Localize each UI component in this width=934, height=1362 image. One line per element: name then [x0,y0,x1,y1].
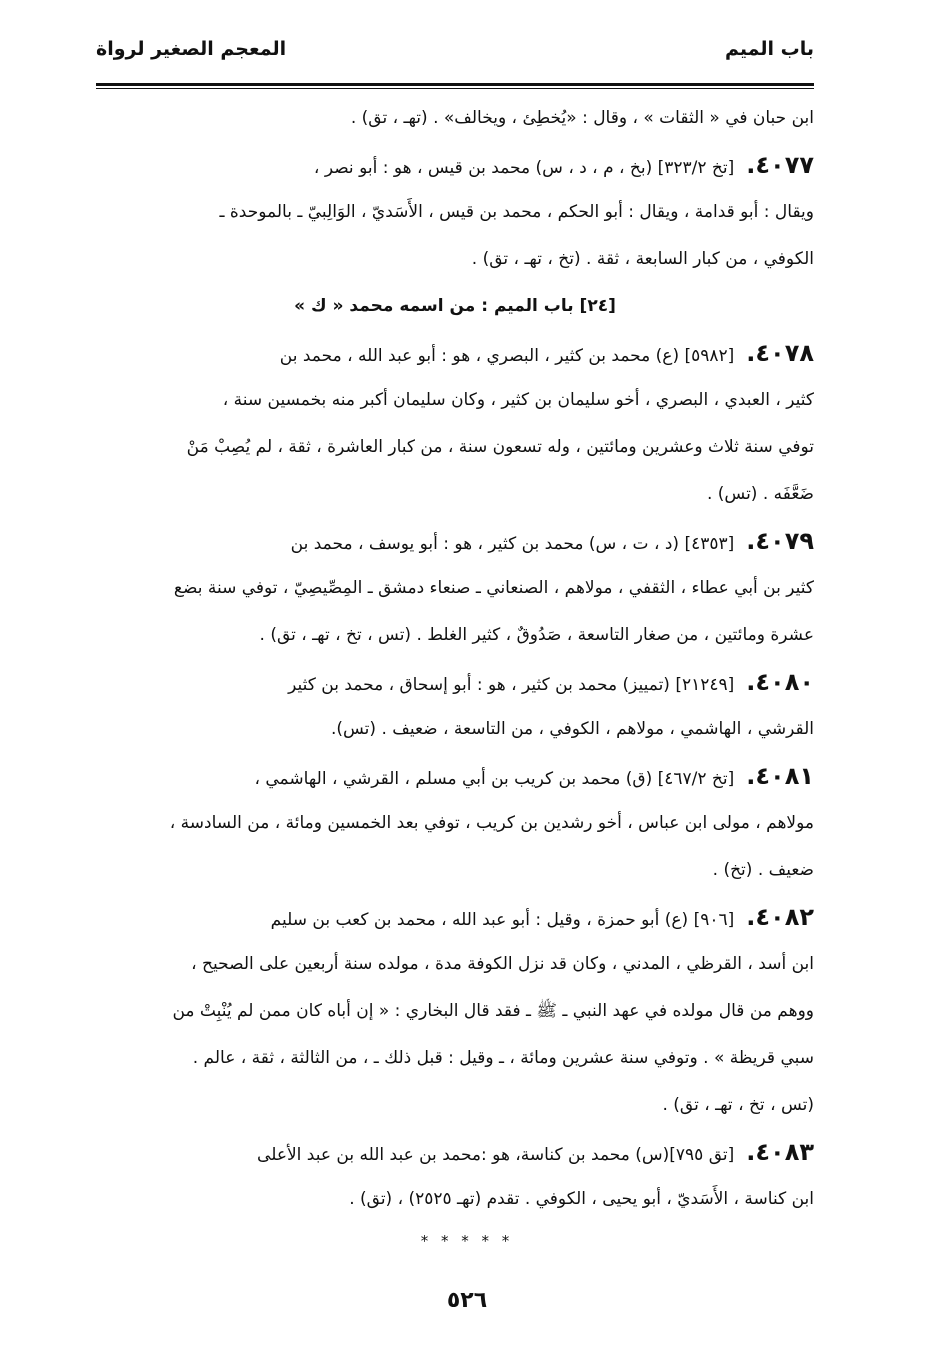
entry-line: مولاهم ، مولى ابن عباس ، أخو رشدين بن كريب ، توفي بعد الخمسين ومائة ، من السادسة ، [169,813,814,833]
entry-line: ضعيف . (تخ) . [712,860,814,880]
entry-4082 [96,894,814,1129]
chapter-title: باب الميم [724,38,814,60]
entry-line: ابن أسد ، القرظي ، المدني ، وكان قد نزل الكوفة مدة ، مولده سنة أربعين على الصحيح ، [191,954,814,974]
entry-line: القرشي ، الهاشمي ، مولاهم ، الكوفي ، من التاسعة ، ضعيف . (تس). [330,719,814,739]
entry-line: ٤٠٧٩.[٤٣٥٣] (د ، ت ، س) محمد بن كثير ، هو : أبو يوسف ، محمد بن [290,527,814,555]
entry-4077 [96,142,814,283]
page-number: ٥٢٦ [446,1288,488,1313]
section-title: [٢٤] باب الميم : من اسمه محمد « ك » [294,296,616,316]
entry-line: ٤٠٨٢.[٩٠٦] (ع) أبو حمزة ، وقيل : أبو عبد الله ، محمد بن كعب بن سليم [270,903,814,931]
entry-line: الكوفي ، من كبار السابعة ، ثقة . (تخ ، تهـ ، تق) . [471,249,814,269]
header-rule-thin [96,88,814,89]
entry-line: كثير ، العبدي ، البصري ، أخو سليمان بن كثير ، وكان سليمان أكبر منه بخمسين سنة ، [222,390,814,410]
page-body [96,95,814,1223]
intro-line: ابن حبان في « الثقات » ، وقال : «يُخطِئ ، ويخالف» . (تهـ ، تق) . [350,108,814,128]
entry-line: ٤٠٧٧.[تخ ٣٢٣/٢] (بخ ، م ، د ، س) محمد بن قيس ، هو : أبو نصر ، [313,151,814,179]
entry-number: ٤٠٨٢. [746,903,814,931]
entry-line: ويقال : أبو قدامة ، ويقال : أبو الحكم ، محمد بن قيس ، الأَسَديّ ، الوَالِبيّ ـ بالموحدة ـ [219,202,814,222]
entry-line: عشرة ومائتين ، من صغار التاسعة ، صَدُوقٌ ، كثير الغلط . (تس ، تخ ، تهـ ، تق) . [259,625,814,645]
entry-4083 [96,1129,814,1223]
entry-line: كثير بن أبي عطاء ، الثقفي ، مولاهم ، الصنعاني ـ صنعاء دمشق ـ المِصِّيصِيّ ، توفي سنة بضع [173,578,814,598]
entry-line: ابن كناسة ، الأَسَديّ ، أبو يحيى ، الكوفي . تقدم (تهـ ٢٥٢٥) ، (تق) . [349,1189,814,1209]
entry-4079 [96,518,814,659]
entry-4080 [96,659,814,753]
section-end-stars: * * * * * [420,1232,514,1250]
entry-line: توفي سنة ثلاث وعشرين ومائتين ، وله تسعون سنة ، من كبار العاشرة ، ثقة ، لم يُصِبْ مَنْ [186,437,814,457]
entry-line: ٤٠٧٨.[٥٩٨٢] (ع) محمد بن كثير ، البصري ، هو : أبو عبد الله ، محمد بن [279,339,814,367]
entry-line: سبي قريظة » . وتوفي سنة عشرين ومائة ، ـ وقيل : قبل ذلك ـ ، من الثالثة ، ثقة ، عالم . [192,1048,814,1068]
entry-number: ٤٠٨٣. [746,1138,814,1166]
entry-line: ٤٠٨٠.[٢١٢٤٩] (تمييز) محمد بن كثير ، هو : أبو إسحاق ، محمد بن كثير [288,668,814,696]
entry-line: ضَعَّفَه . (تس) . [706,484,814,504]
entry-number: ٤٠٧٧. [746,151,814,179]
entry-line: ٤٠٨٣.[تق ٧٩٥](س) محمد بن كناسة، هو :محمد بن عبد الله بن عبد الأعلى [257,1138,814,1166]
header-rule-thick [96,83,814,86]
entry-number: ٤٠٨١. [746,762,814,790]
entry-number: ٤٠٧٨. [746,339,814,367]
entry-number: ٤٠٧٩. [746,527,814,555]
entry-line: ٤٠٨١.[تخ ٤٦٧/٢] (ق) محمد بن كريب بن أبي مسلم ، القرشي ، الهاشمي ، [254,762,814,790]
entry-4081 [96,753,814,894]
entry-number: ٤٠٨٠. [746,668,814,696]
entry-line: ووهم من قال مولده في عهد النبي ـ ﷺ ـ فقد قال البخاري : « إن أباه كان ممن لم يُنْبِتْ من [172,1001,814,1021]
book-title: المعجم الصغير لرواة [96,38,287,60]
running-header [96,38,814,78]
entry-line: (تس ، تخ ، تهـ ، تق) . [662,1095,814,1115]
entry-4078 [96,330,814,518]
